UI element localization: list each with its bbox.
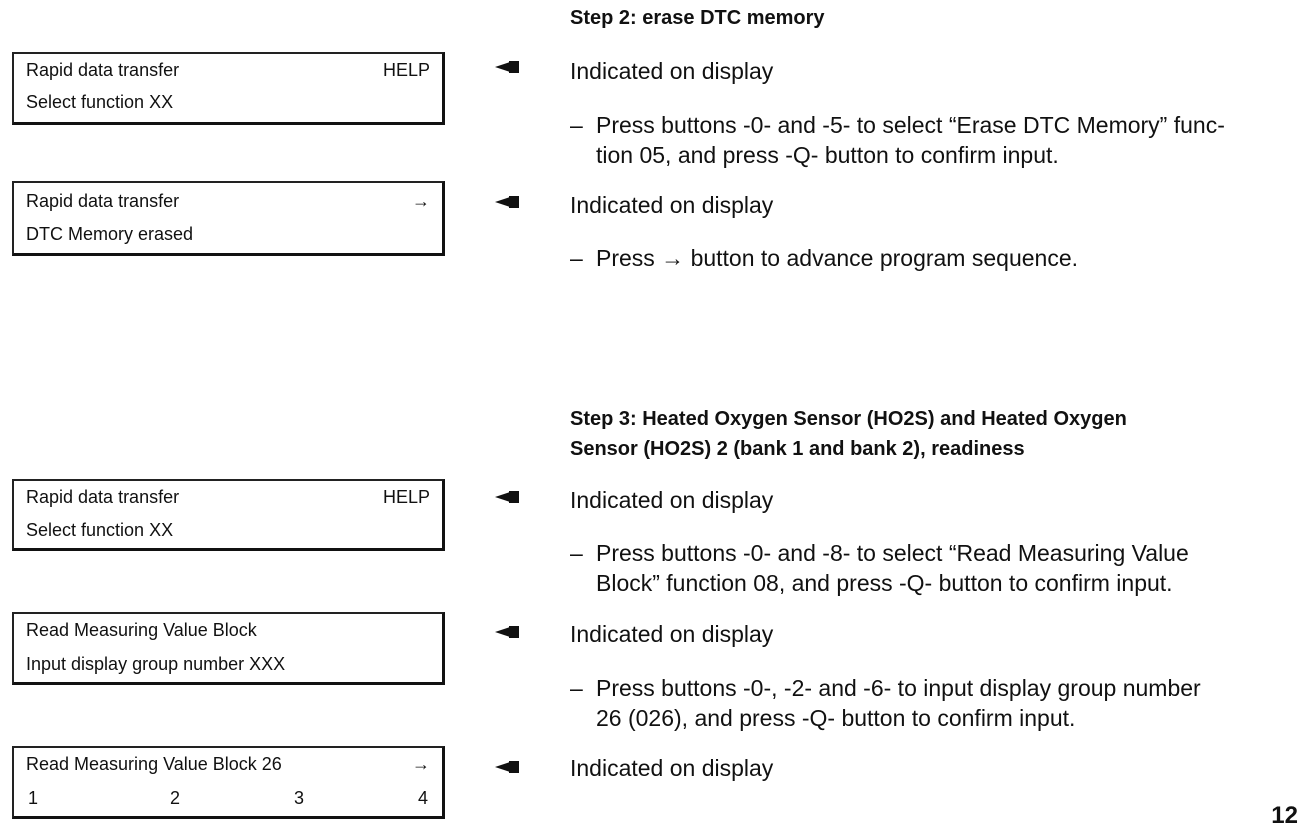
instruction-line: Press → button to advance program sequence. xyxy=(596,245,1079,271)
instruction-line: Press buttons -0-, -2- and -6- to input display group number xyxy=(596,675,1201,701)
display-line-1 xyxy=(26,752,430,776)
instruction-line: 26 (026), and press -Q- button to confirm input. xyxy=(596,705,1076,731)
display-panel-select-function xyxy=(12,479,445,551)
display-line-2 xyxy=(26,90,430,114)
display-field-3: 3 xyxy=(294,788,305,808)
display-text: DTC Memory erased xyxy=(26,224,194,244)
pointer-arrow-icon xyxy=(495,196,513,208)
instruction-line: Press buttons -0- and -5- to select “Erase DTC Memory” func- xyxy=(596,112,1225,138)
arrow-right-icon: → xyxy=(412,191,430,211)
display-line-2 xyxy=(26,518,430,542)
page-number: 12 xyxy=(1271,802,1298,829)
display-line-1 xyxy=(26,485,430,509)
step-3-heading-line-2: Sensor (HO2S) 2 (bank 1 and bank 2), readiness xyxy=(570,438,1025,460)
instruction-line: Block” function 08, and press -Q- button to confirm input. xyxy=(596,570,1173,596)
display-line-1 xyxy=(26,189,430,213)
instruction-line: tion 05, and press -Q- button to confirm input. xyxy=(596,142,1059,168)
indicated-on-display-label: Indicated on display xyxy=(570,487,774,513)
display-help-label: HELP xyxy=(382,60,430,80)
list-dash: – xyxy=(570,540,583,566)
display-line-2 xyxy=(26,652,430,676)
instruction-input-group-number xyxy=(570,673,1300,733)
display-field-2: 2 xyxy=(170,788,181,808)
display-line-2 xyxy=(26,222,430,246)
step-3-heading-line-1: Step 3: Heated Oxygen Sensor (HO2S) and Heated Oxygen xyxy=(570,408,1127,430)
list-dash: – xyxy=(570,675,583,701)
indicated-on-display-label: Indicated on display xyxy=(570,192,774,218)
indicated-on-display-label: Indicated on display xyxy=(570,58,774,84)
display-panel-measuring-block-26 xyxy=(12,746,445,819)
display-value-columns xyxy=(28,786,428,810)
list-dash: – xyxy=(570,112,583,138)
display-panel-dtc-erased xyxy=(12,181,445,256)
step-3-heading xyxy=(570,404,1127,464)
display-panel-select-function xyxy=(12,52,445,125)
display-text: Input display group number XXX xyxy=(26,654,286,674)
instruction-line: Press buttons -0- and -8- to select “Read Measuring Value xyxy=(596,540,1189,566)
arrow-right-icon: → xyxy=(412,754,430,774)
step-2-heading: Step 2: erase DTC memory xyxy=(570,7,825,29)
display-text: Read Measuring Value Block 26 xyxy=(26,754,282,774)
display-field-1: 1 xyxy=(28,788,39,808)
display-text: Rapid data transfer xyxy=(26,191,180,211)
pointer-arrow-icon xyxy=(495,61,513,73)
display-text: Rapid data transfer xyxy=(26,60,180,80)
indicated-on-display-label: Indicated on display xyxy=(570,621,774,647)
display-panel-input-group xyxy=(12,612,445,685)
display-help-label: HELP xyxy=(382,487,430,507)
pointer-arrow-icon xyxy=(495,626,513,638)
instruction-advance xyxy=(570,243,1300,273)
display-field-4: 4 xyxy=(417,788,428,808)
display-text: Select function XX xyxy=(26,520,174,540)
pointer-arrow-icon xyxy=(495,491,513,503)
display-text: Rapid data transfer xyxy=(26,487,180,507)
instruction-read-measuring-block xyxy=(570,538,1300,598)
list-dash: – xyxy=(570,245,583,271)
indicated-on-display-label: Indicated on display xyxy=(570,755,774,781)
display-line-1 xyxy=(26,58,430,82)
pointer-arrow-icon xyxy=(495,761,513,773)
display-line-1 xyxy=(26,618,430,642)
instruction-erase-dtc xyxy=(570,110,1300,170)
display-text: Read Measuring Value Block xyxy=(26,620,257,640)
display-text: Select function XX xyxy=(26,92,174,112)
